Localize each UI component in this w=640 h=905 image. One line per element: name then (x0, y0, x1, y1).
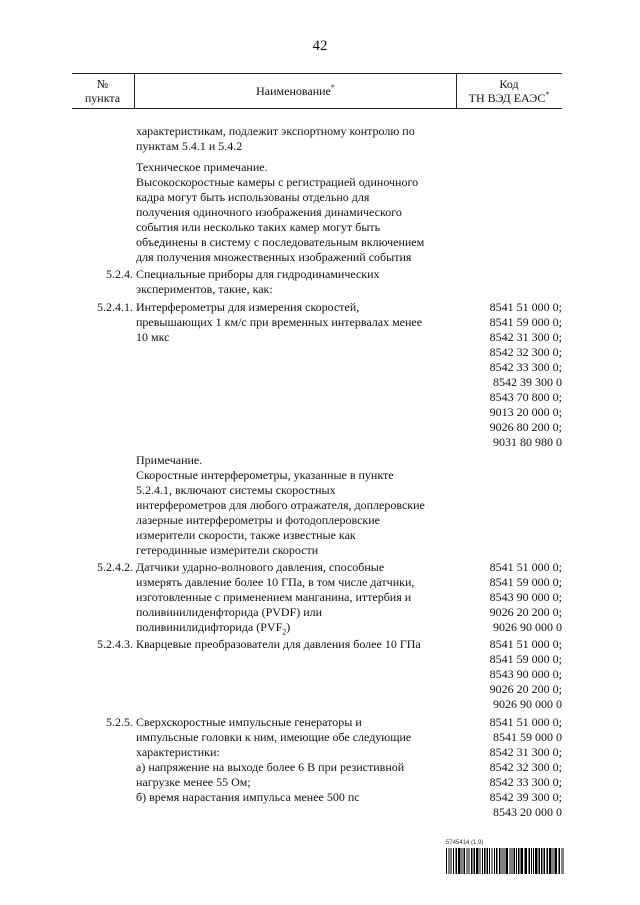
tnved-code: 8541 59 000 0; (489, 575, 562, 589)
description-line: интерферометров для любого отражателя, доплеровские (136, 498, 425, 512)
tnved-code: 8542 31 300 0; (489, 330, 562, 344)
tnved-codes (458, 560, 562, 635)
description-line: Техническое примечание. (136, 160, 268, 174)
description-line: Интерферометры для измерения скоростей, (136, 300, 360, 314)
description-line: нагрузке менее 55 Ом; (136, 775, 251, 789)
description-line: поливинилиденфторида (PVDF) или (136, 605, 323, 619)
item-number: 5.2.4. (106, 267, 133, 281)
item-number: 5.2.5. (106, 715, 133, 729)
tnved-code: 8542 31 300 0; (489, 745, 562, 759)
tnved-code: 9026 20 200 0; (489, 605, 562, 619)
description-line: Высокоскоростные камеры с регистрацией одиночного (136, 175, 419, 189)
tnved-code: 8541 51 000 0; (489, 637, 562, 651)
description-line: измерять давление более 10 ГПа, в том числе датчики, (136, 575, 415, 589)
tnved-code: 9026 80 200 0; (489, 420, 562, 434)
tnved-codes (458, 637, 562, 712)
tnved-code: 8541 59 000 0 (493, 730, 562, 744)
description-line: изготовленные с применением манганина, иттербия и (136, 590, 412, 604)
header-col3-footnote: * (545, 90, 550, 99)
barcode (446, 848, 564, 874)
header-col1-line1: № (96, 77, 109, 91)
page-number: 42 (312, 38, 328, 54)
tnved-code: 8542 32 300 0; (489, 760, 562, 774)
description-line: 10 мкс (136, 330, 170, 344)
description-line: экспериментов, такие, как: (136, 282, 273, 296)
header-col-code (456, 74, 562, 108)
item-description (136, 715, 456, 805)
header-col3-line1: Код (499, 77, 519, 91)
description-line: Примечание. (136, 453, 203, 467)
tnved-codes (458, 300, 562, 450)
description-line: Кварцевые преобразователи для давления более 10 ГПа (136, 637, 421, 651)
description-line: объединены в систему с последовательным включением (136, 235, 425, 249)
description-line: Датчики ударно-волнового давления, способные (136, 560, 385, 574)
tnved-code: 8542 32 300 0; (489, 345, 562, 359)
description-line: лазерные интерферометры и фотодоплеровские (136, 513, 380, 527)
tnved-code: 8541 51 000 0; (489, 300, 562, 314)
tnved-code: 9026 20 200 0; (489, 682, 562, 696)
tnved-code: 9031 80 980 0 (493, 435, 562, 449)
item-description (136, 637, 456, 652)
table-header (72, 73, 562, 109)
tnved-code: 8541 51 000 0; (489, 715, 562, 729)
tnved-code: 8541 59 000 0; (489, 652, 562, 666)
item-number: 5.2.4.3. (97, 637, 133, 651)
description-line: б) время нарастания импульса менее 500 пс (136, 790, 360, 804)
header-col2-footnote: * (330, 83, 335, 92)
tnved-code: 8542 39 300 0 (493, 375, 562, 389)
item-number: 5.2.4.2. (97, 560, 133, 574)
item-description (136, 124, 456, 154)
item-description (136, 267, 456, 297)
description-line: импульсные головки к ним, имеющие обе следующие (136, 730, 412, 744)
subscript: 2 (282, 627, 287, 637)
description-line: превышающих 1 км/с при временных интервалах менее (136, 315, 423, 329)
header-col3-line2: ТН ВЭД ЕАЭС (468, 91, 546, 105)
tnved-code: 9013 20 000 0; (489, 405, 562, 419)
tnved-code: 8543 20 000 0 (493, 805, 562, 819)
item-number: 5.2.4.1. (97, 300, 133, 314)
tnved-code: 8542 33 300 0; (489, 775, 562, 789)
description-line: пунктам 5.4.1 и 5.4.2 (136, 139, 243, 153)
tnved-code: 8543 90 000 0; (489, 590, 562, 604)
description-line: 5.2.4.1, включают системы скоростных (136, 483, 336, 497)
barcode-label: 5745414 (1.9) (446, 840, 484, 846)
description-line: измерители скорости, также известные как (136, 528, 356, 542)
description-line: Скоростные интерферометры, указанные в пункте (136, 468, 394, 482)
description-line: кадра могут быть использованы отдельно для (136, 190, 370, 204)
header-col-item-number (72, 74, 133, 108)
description-line: Специальные приборы для гидродинамических (136, 267, 380, 281)
description-line: события или несколько таких камер могут быть (136, 220, 381, 234)
tnved-code: 8541 59 000 0; (489, 315, 562, 329)
item-description (136, 160, 456, 265)
description-line: Сверхскоростные импульсные генераторы и (136, 715, 362, 729)
item-description (136, 560, 456, 635)
description-line: гетеродинные измерители скорости (136, 543, 319, 557)
description-line: получения одиночного изображения динамического (136, 205, 402, 219)
tnved-code: 9026 90 000 0 (493, 620, 562, 634)
header-col2-label: Наименование (256, 84, 331, 98)
description-text: ) (286, 620, 291, 634)
tnved-code: 8543 70 800 0; (489, 390, 562, 404)
tnved-code: 8542 39 300 0; (489, 790, 562, 804)
description-line (136, 620, 456, 635)
tnved-code: 9026 90 000 0 (493, 697, 562, 711)
description-line: характеристики: (136, 745, 220, 759)
description-line: характеристикам, подлежит экспортному контролю по (136, 124, 415, 138)
description-line: для получения множественных изображений события (136, 250, 412, 264)
tnved-codes (458, 715, 562, 820)
tnved-code: 8542 33 300 0; (489, 360, 562, 374)
item-description (136, 453, 456, 558)
description-text: поливинилидифторида (PVF (136, 620, 283, 634)
tnved-code: 8543 90 000 0; (489, 667, 562, 681)
header-col-name (134, 74, 457, 108)
header-col1-line2: пункта (84, 91, 121, 105)
description-line: а) напряжение на выходе более 6 В при резистивной (136, 760, 405, 774)
item-description (136, 300, 456, 345)
tnved-code: 8541 51 000 0; (489, 560, 562, 574)
